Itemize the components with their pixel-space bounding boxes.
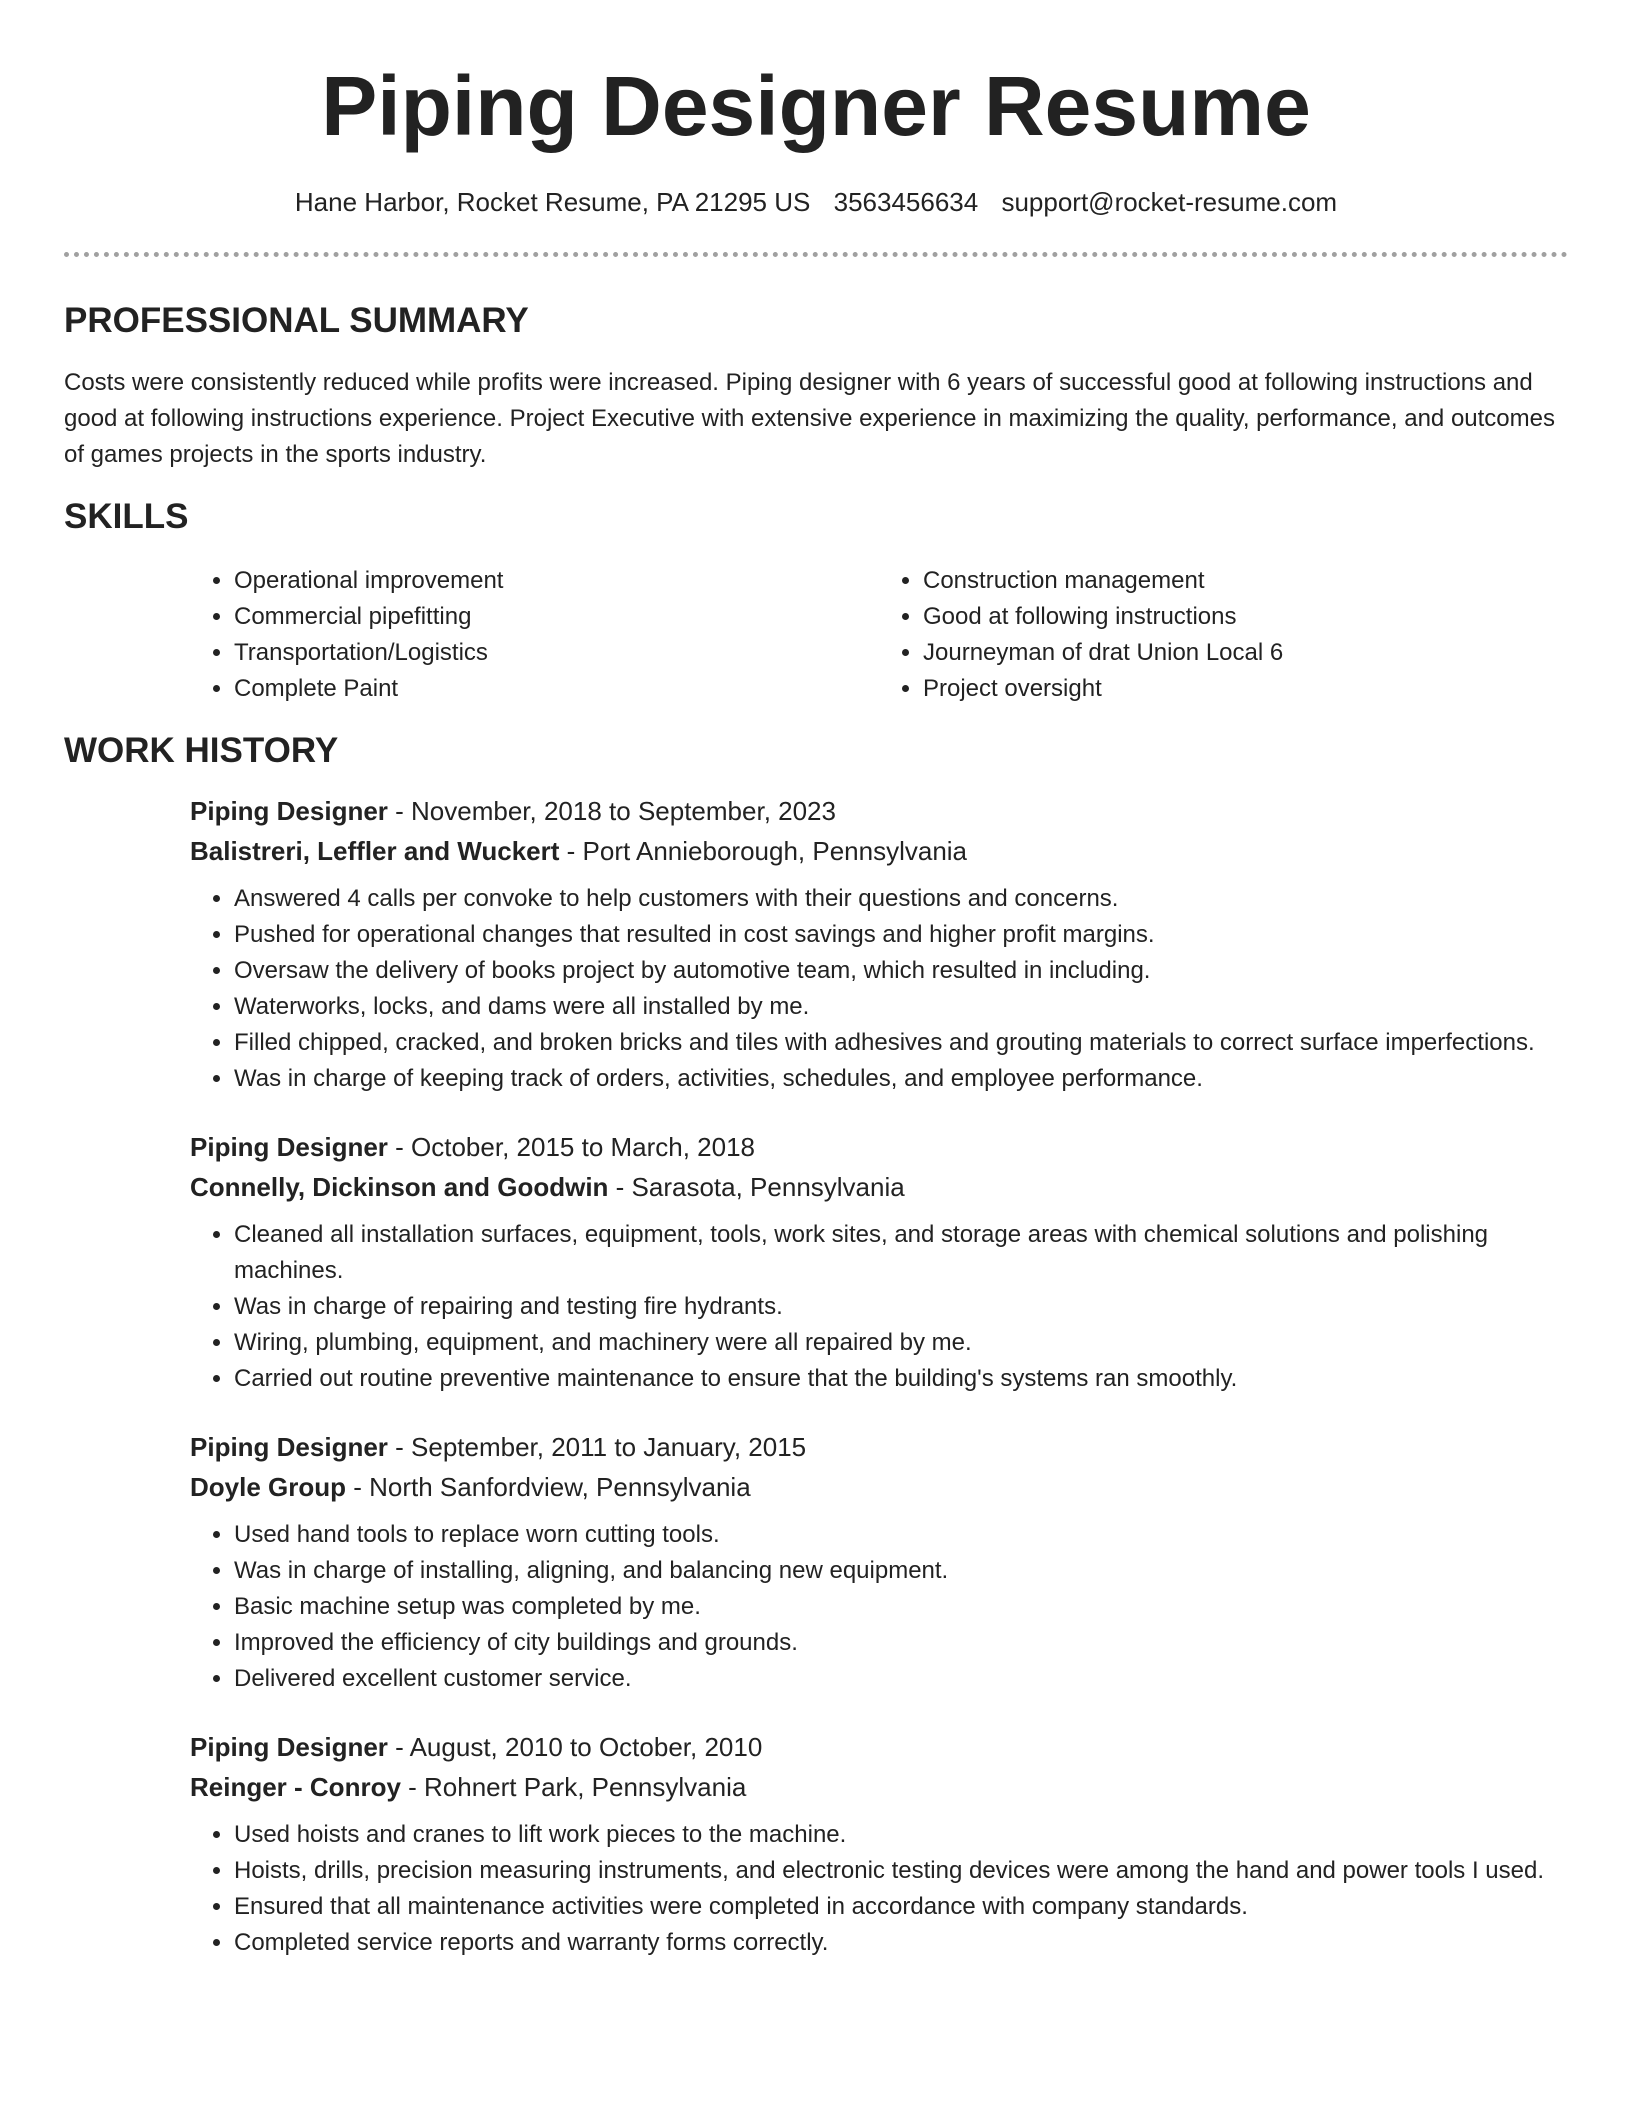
job-company: Connelly, Dickinson and Goodwin [190, 1172, 609, 1202]
job-bullet: • Waterworks, locks, and dams were all installed by me. [234, 989, 1568, 1025]
job-company-line [190, 1167, 1568, 1207]
contact-email: support@rocket-resume.com [1001, 187, 1338, 217]
job-bullet: • Basic machine setup was completed by me. [234, 1589, 1568, 1625]
job-dates: - October, 2015 to March, 2018 [387, 1132, 756, 1162]
job-bullet: • Ensured that all maintenance activities were completed in accordance with company standards. [234, 1889, 1568, 1925]
job-bullet: • Pushed for operational changes that resulted in cost savings and higher profit margins. [234, 917, 1568, 953]
job-location: - North Sanfordview, Pennsylvania [346, 1472, 751, 1502]
work-history-heading: WORK HISTORY [64, 731, 339, 770]
job-location: - Port Annieborough, Pennsylvania [559, 836, 968, 866]
job-bullets [190, 1217, 1568, 1397]
job-company: Balistreri, Leffler and Wuckert [190, 836, 560, 866]
header-divider [64, 252, 1568, 257]
job-title: Piping Designer [190, 1432, 388, 1462]
skills-column-left [190, 563, 879, 707]
job-dates: - September, 2011 to January, 2015 [387, 1432, 807, 1462]
skills-column-right [879, 563, 1568, 707]
job-bullet: • Oversaw the delivery of books project by automotive team, which resulted in including. [234, 953, 1568, 989]
job-title-line [190, 1127, 1568, 1167]
skill-item: • Journeyman of drat Union Local 6 [923, 635, 1568, 671]
job-entry [190, 1727, 1568, 1961]
job-bullet: • Filled chipped, cracked, and broken bricks and tiles with adhesives and grouting materials to correct surface imperfections. [234, 1025, 1568, 1061]
skill-item: • Operational improvement [234, 563, 879, 599]
contact-phone: 3563456634 [833, 187, 979, 217]
page-title: Piping Designer Resume [321, 59, 1311, 153]
job-company-line [190, 831, 1568, 871]
job-company-line [190, 1467, 1568, 1507]
job-company: Reinger - Conroy [190, 1772, 401, 1802]
job-title-line [190, 791, 1568, 831]
job-entry [190, 1127, 1568, 1397]
job-title: Piping Designer [190, 796, 388, 826]
job-bullet: • Carried out routine preventive maintenance to ensure that the building's systems ran smoothly. [234, 1361, 1568, 1397]
job-bullet: • Improved the efficiency of city buildings and grounds. [234, 1625, 1568, 1661]
job-title: Piping Designer [190, 1732, 388, 1762]
job-title: Piping Designer [190, 1132, 388, 1162]
summary-heading: PROFESSIONAL SUMMARY [64, 301, 529, 340]
job-bullet: • Was in charge of installing, aligning, and balancing new equipment. [234, 1553, 1568, 1589]
job-location: - Rohnert Park, Pennsylvania [400, 1772, 747, 1802]
job-company: Doyle Group [190, 1472, 347, 1502]
job-dates: - August, 2010 to October, 2010 [387, 1732, 763, 1762]
skill-item: • Commercial pipefitting [234, 599, 879, 635]
skills-heading: SKILLS [64, 497, 189, 536]
job-bullet: • Was in charge of repairing and testing fire hydrants. [234, 1289, 1568, 1325]
job-bullet: • Answered 4 calls per convoke to help customers with their questions and concerns. [234, 881, 1568, 917]
job-title-line [190, 1427, 1568, 1467]
job-company-line [190, 1767, 1568, 1807]
job-bullets [190, 1517, 1568, 1697]
skill-item: • Project oversight [923, 671, 1568, 707]
job-entry [190, 791, 1568, 1097]
skill-item: • Complete Paint [234, 671, 879, 707]
contact-address: Hane Harbor, Rocket Resume, PA 21295 US [294, 187, 811, 217]
job-bullet: • Wiring, plumbing, equipment, and machinery were all repaired by me. [234, 1325, 1568, 1361]
job-bullet: • Cleaned all installation surfaces, equipment, tools, work sites, and storage areas with chemical solutions and polishing machines. [234, 1217, 1568, 1289]
contact-line [64, 184, 1568, 220]
job-bullet: • Hoists, drills, precision measuring instruments, and electronic testing devices were among the hand and power tools I used. [234, 1853, 1568, 1889]
job-entry [190, 1427, 1568, 1697]
summary-text: Costs were consistently reduced while profits were increased. Piping designer with 6 years of successful good at following instructions and good at following instructions experience. Project Executive with extensive experience in maximizing the quality, performance, and outcomes of games projects in the sports industry. [64, 369, 1555, 468]
skills-list [190, 563, 1568, 707]
job-bullets [190, 881, 1568, 1097]
job-bullet: • Was in charge of keeping track of orders, activities, schedules, and employee performance. [234, 1061, 1568, 1097]
job-bullet: • Used hoists and cranes to lift work pieces to the machine. [234, 1817, 1568, 1853]
job-title-line [190, 1727, 1568, 1767]
skill-item: • Construction management [923, 563, 1568, 599]
job-dates: - November, 2018 to September, 2023 [387, 796, 836, 826]
skill-item: • Good at following instructions [923, 599, 1568, 635]
skill-item: • Transportation/Logistics [234, 635, 879, 671]
job-bullets [190, 1817, 1568, 1961]
job-bullet: • Delivered excellent customer service. [234, 1661, 1568, 1697]
job-location: - Sarasota, Pennsylvania [608, 1172, 905, 1202]
job-bullet: • Completed service reports and warranty forms correctly. [234, 1925, 1568, 1961]
job-bullet: • Used hand tools to replace worn cutting tools. [234, 1517, 1568, 1553]
